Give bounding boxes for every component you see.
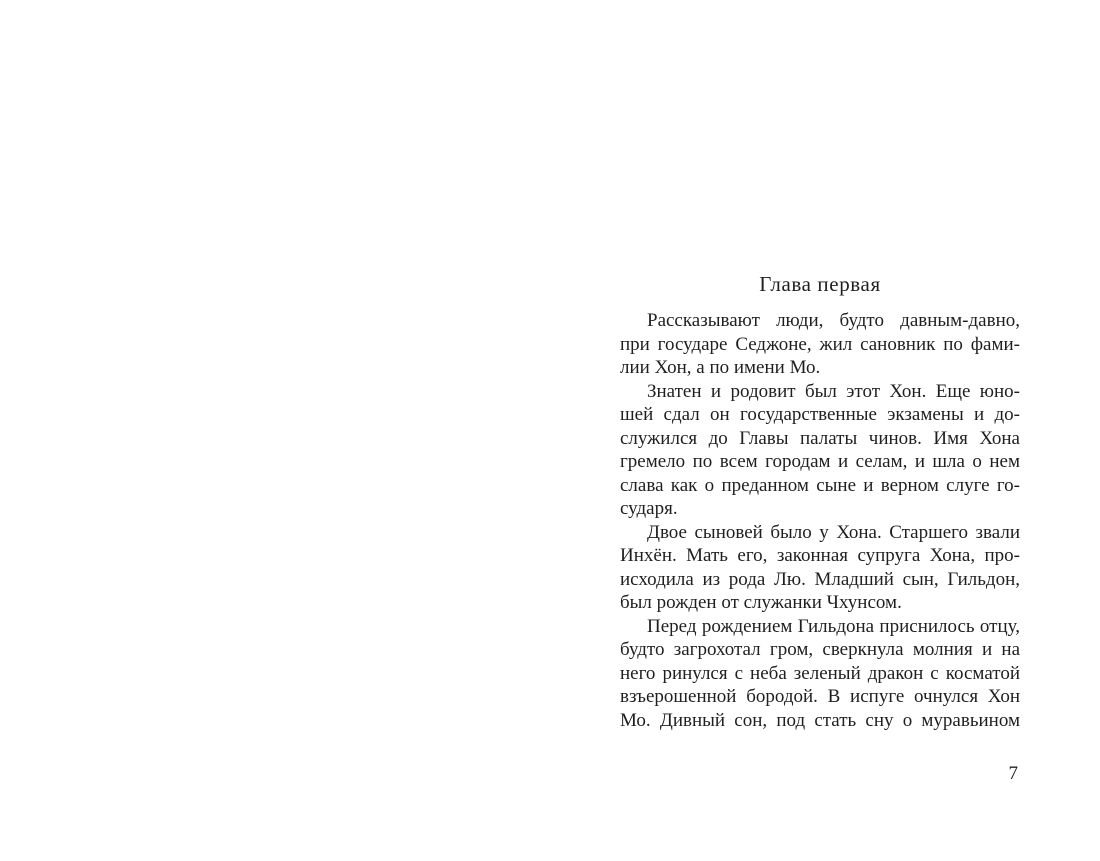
text-line: шей сдал он государственные экзамены и до- [620,404,1020,425]
text-line: исходила из рода Лю. Младший сын, Гильдон, [620,568,1020,590]
paragraph [620,380,1020,521]
text-line: Рассказывают люди, будто давным-давно, [647,310,1020,331]
text-line: будто загрохотал гром, сверкнула молния и на [620,639,1020,660]
text-line: при государе Седжоне, жил сановник по фами- [620,333,1020,355]
text-line: Знатен и родовит был этот Хон. Еще юно- [647,380,1020,402]
page-number: 7 [1008,763,1018,784]
paragraph [620,615,1020,733]
paragraph [620,521,1020,615]
text-line: Мо. Дивный сон, под стать сну о муравьином [620,709,1020,731]
text-line: него ринулся с неба зеленый дракон с косматой [620,662,1020,684]
text-line: слава как о преданном сыне и верном слуге го- [620,474,1020,496]
text-line: сударя. [620,498,678,519]
text-line: взъерошенной бородой. В испуге очнулся Хон [620,686,1020,707]
chapter-title: Глава первая [759,272,881,296]
text-line: служился до Главы палаты чинов. Имя Хона [620,427,1020,449]
chapter-body [620,309,1020,732]
paragraph [620,309,1020,380]
text-line: гремело по всем городам и селам, и шла о нем [620,451,1020,472]
text-line: Перед рождением Гильдона приснилось отцу, [647,615,1020,637]
text-line: Двое сыновей было у Хона. Старшего звали [647,521,1020,543]
text-line: был рожден от служанки Чхунсом. [620,592,902,613]
text-column [620,272,1020,786]
text-line: лии Хон, а по имени Мо. [620,357,821,378]
text-line: Инхён. Мать его, законная супруга Хона, про- [620,545,1020,566]
